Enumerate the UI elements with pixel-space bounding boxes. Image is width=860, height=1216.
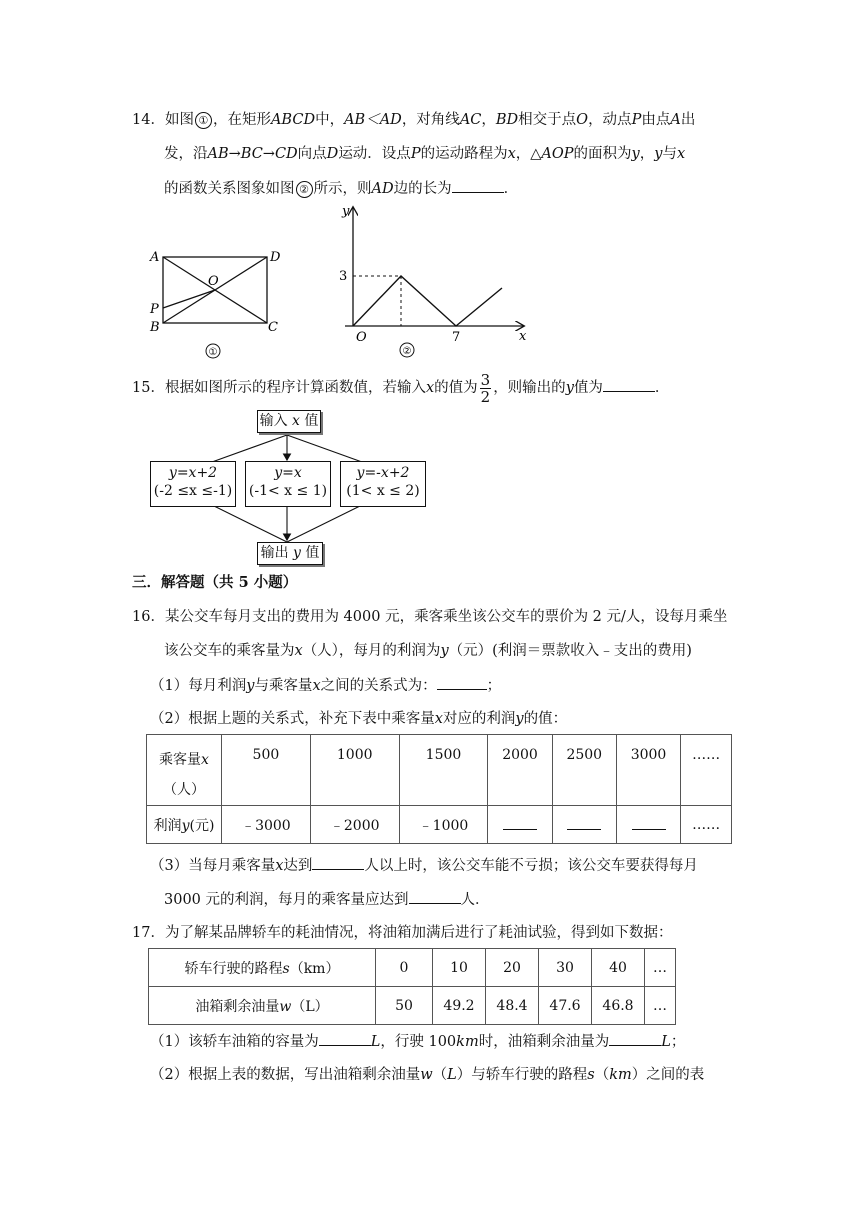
var: y bbox=[654, 146, 663, 162]
var: y bbox=[246, 678, 255, 694]
var: L bbox=[370, 1034, 381, 1050]
figure-ref-2: ② bbox=[296, 181, 313, 198]
label-a: A bbox=[150, 250, 160, 265]
text: 中， bbox=[315, 112, 345, 128]
arrow-from-box3 bbox=[287, 505, 362, 542]
flow-box-2 bbox=[245, 461, 331, 507]
flow-output-box bbox=[257, 542, 323, 565]
var: D bbox=[326, 146, 339, 162]
text: 14．如图 bbox=[132, 112, 194, 128]
text: 相交于点 bbox=[518, 112, 577, 128]
var: ABCD bbox=[270, 112, 316, 128]
text: 值 bbox=[305, 545, 320, 561]
var: s bbox=[282, 960, 290, 977]
text: 该公交车的乘客量为 bbox=[164, 643, 295, 659]
q17-line-1: 17．为了解某品牌轿车的耗油情况，将油箱加满后进行了耗油试验，得到如下数据： bbox=[132, 925, 673, 941]
table-cell: ﹣3000 bbox=[222, 806, 311, 844]
text: 边的长为 bbox=[393, 181, 452, 197]
condition: (-1< x ≤ 1) bbox=[248, 483, 328, 499]
text: (元) bbox=[189, 817, 215, 834]
var: x bbox=[434, 711, 443, 727]
var: y bbox=[440, 643, 449, 659]
text: 的函数关系图象如图 bbox=[164, 181, 295, 197]
text: （人） bbox=[163, 782, 205, 798]
text: （ bbox=[432, 1067, 448, 1083]
q17-table bbox=[148, 948, 676, 1025]
table-cell: 50 bbox=[376, 987, 433, 1025]
arrow-to-box3 bbox=[287, 435, 362, 462]
table-row bbox=[149, 987, 676, 1025]
q14-line-3 bbox=[164, 178, 518, 199]
tick-3: 3 bbox=[339, 269, 348, 284]
text: （ bbox=[594, 1067, 610, 1083]
q14-line-2 bbox=[164, 144, 685, 164]
text: ）与轿车行驶的路程 bbox=[456, 1067, 588, 1083]
var: AC bbox=[459, 112, 482, 128]
text: （L） bbox=[291, 998, 329, 1015]
q15-line-1 bbox=[132, 370, 669, 406]
var: P bbox=[631, 112, 642, 128]
answer-blank bbox=[632, 815, 666, 830]
var: L bbox=[447, 1067, 457, 1083]
text: 利润 bbox=[153, 817, 182, 834]
text: （2）根据上表的数据，写出油箱剩余油量 bbox=[150, 1067, 421, 1083]
var: x bbox=[507, 146, 516, 162]
text: 与 bbox=[662, 146, 677, 162]
text: 达到 bbox=[283, 858, 313, 874]
text: 15．根据如图所示的程序计算函数值，若输入 bbox=[132, 380, 426, 396]
text: ，△ bbox=[515, 146, 542, 162]
answer-blank bbox=[603, 377, 655, 392]
text: 的运动路程为 bbox=[420, 146, 508, 162]
text: ， bbox=[481, 112, 496, 128]
table-header-cell bbox=[147, 806, 222, 844]
var: x bbox=[676, 146, 686, 162]
text: 之间的关系式为： bbox=[320, 678, 437, 694]
text: ，动点 bbox=[588, 112, 632, 128]
text: 由点 bbox=[641, 112, 671, 128]
answer-blank bbox=[609, 1031, 661, 1046]
table-cell: 46.8 bbox=[592, 987, 645, 1025]
var: P bbox=[410, 146, 421, 162]
table-cell: ﹣1000 bbox=[399, 806, 488, 844]
text: ． bbox=[654, 380, 670, 396]
text: 人以上时，该公交车能不亏损；该公交车要获得每月 bbox=[364, 858, 698, 874]
text: 出 bbox=[680, 112, 696, 128]
formula: y=x+2 bbox=[168, 465, 218, 481]
text: ，行驶 100 bbox=[380, 1034, 457, 1050]
axis-label-x: x bbox=[519, 329, 527, 344]
text: 小题） bbox=[248, 574, 298, 591]
text: 向点 bbox=[297, 146, 327, 162]
origin-label: O bbox=[356, 330, 367, 345]
answer-blank bbox=[312, 855, 364, 870]
var: L bbox=[661, 1034, 671, 1050]
var: AB→BC→CD bbox=[207, 146, 298, 162]
tick-7: 7 bbox=[452, 330, 461, 345]
graph-line bbox=[353, 276, 502, 326]
var: y bbox=[631, 146, 640, 162]
table-cell: … bbox=[645, 949, 676, 987]
table-cell: 30 bbox=[539, 949, 592, 987]
table-cell: 3000 bbox=[616, 735, 680, 806]
var: x bbox=[201, 752, 209, 768]
table-cell: 500 bbox=[222, 735, 311, 806]
var: w bbox=[420, 1067, 433, 1083]
var: BD bbox=[495, 112, 519, 128]
table-cell-blank bbox=[552, 806, 616, 844]
q16-line-1: 16．某公交车每月支出的费用为 4000 元，乘客乘坐该公交车的票价为 2 元/人，设每月乘坐 bbox=[132, 609, 728, 625]
q16-part-1 bbox=[150, 675, 501, 696]
text: 输入 bbox=[259, 413, 288, 429]
segment-po bbox=[163, 290, 215, 308]
q14-line-1 bbox=[132, 110, 695, 130]
var: y bbox=[181, 817, 190, 834]
text: 油箱剩余油量 bbox=[195, 998, 280, 1015]
var: x bbox=[312, 678, 321, 694]
label-p: P bbox=[150, 302, 159, 317]
var: km bbox=[456, 1034, 479, 1050]
table-cell: 40 bbox=[592, 949, 645, 987]
text: 发，沿 bbox=[164, 146, 208, 162]
text: 对应的利润 bbox=[442, 711, 516, 727]
section-heading bbox=[132, 573, 297, 593]
q17-part-1 bbox=[150, 1031, 685, 1052]
text: （1）该轿车油箱的容量为 bbox=[150, 1034, 319, 1050]
var: y bbox=[515, 711, 524, 727]
table-cell: 47.6 bbox=[539, 987, 592, 1025]
table-row bbox=[147, 806, 732, 844]
var: y bbox=[565, 380, 574, 396]
table-cell: …… bbox=[681, 806, 732, 844]
text: 运动．设点 bbox=[338, 146, 411, 162]
text: ； bbox=[486, 678, 502, 694]
answer-blank bbox=[503, 815, 537, 830]
text: （元）(利润＝票款收入﹣支出的费用) bbox=[448, 643, 692, 659]
table-header-cell bbox=[149, 987, 376, 1025]
var: AB＜AD bbox=[344, 112, 402, 128]
text: 与乘客量 bbox=[254, 678, 313, 694]
text: 的面积为 bbox=[573, 146, 632, 162]
var: km bbox=[609, 1067, 632, 1083]
condition: (1< x ≤ 2) bbox=[346, 483, 420, 499]
text: ，在矩形 bbox=[212, 112, 271, 128]
var: y bbox=[293, 545, 301, 561]
caption-1: ① bbox=[208, 347, 218, 358]
q16-part-3-line-2 bbox=[164, 889, 490, 910]
formula: y=-x+2 bbox=[356, 465, 410, 481]
answer-blank bbox=[409, 889, 461, 904]
text: 的值为 bbox=[434, 380, 478, 396]
text: （1）每月利润 bbox=[150, 678, 247, 694]
text: 乘客量 bbox=[159, 752, 202, 768]
table-cell-blank bbox=[616, 806, 680, 844]
q16-table bbox=[146, 734, 732, 844]
answer-blank bbox=[319, 1031, 371, 1046]
q16-part-2 bbox=[150, 709, 567, 729]
var: w bbox=[279, 998, 292, 1015]
answer-blank bbox=[437, 675, 487, 690]
flow-box-3 bbox=[340, 461, 426, 507]
text: 时，油箱剩余油量为 bbox=[478, 1034, 610, 1050]
table-cell: 20 bbox=[486, 949, 539, 987]
label-c: C bbox=[268, 320, 278, 335]
text: ，则输出的 bbox=[493, 380, 566, 396]
table-cell: 2500 bbox=[552, 735, 616, 806]
fraction-3-2 bbox=[480, 372, 492, 405]
table-cell: 49.2 bbox=[433, 987, 486, 1025]
table-row bbox=[149, 949, 676, 987]
var: O bbox=[576, 112, 589, 128]
q17-part-2 bbox=[150, 1065, 704, 1085]
flow-box-1 bbox=[150, 461, 236, 507]
figure-rectangle bbox=[140, 245, 290, 363]
table-cell: … bbox=[645, 987, 676, 1025]
table-cell: 0 bbox=[376, 949, 433, 987]
figure-ref-1: ① bbox=[195, 112, 212, 129]
table-row bbox=[147, 735, 732, 806]
text: ）之间的表 bbox=[631, 1067, 705, 1083]
var: x bbox=[425, 380, 435, 396]
answer-blank bbox=[567, 815, 601, 830]
label-d: D bbox=[270, 250, 281, 265]
table-cell: …… bbox=[681, 735, 732, 806]
table-cell: 1000 bbox=[310, 735, 399, 806]
text: （2）根据上题的关系式，补充下表中乘客量 bbox=[150, 711, 435, 727]
numerator: 3 bbox=[480, 370, 491, 389]
text: ． bbox=[503, 181, 519, 197]
formula: y=x bbox=[274, 465, 302, 481]
q16-part-3-line-1 bbox=[150, 855, 698, 876]
text: 的值： bbox=[523, 711, 568, 727]
text: 输出 bbox=[260, 545, 289, 561]
table-cell: ﹣2000 bbox=[310, 806, 399, 844]
axis-label-y: y bbox=[342, 204, 350, 219]
label-b: B bbox=[150, 320, 160, 335]
figure-function-graph bbox=[330, 200, 535, 363]
caption-2: ② bbox=[402, 346, 412, 357]
table-cell: 2000 bbox=[488, 735, 552, 806]
text: ， bbox=[639, 146, 655, 162]
var: x bbox=[292, 413, 300, 429]
q16-line-2 bbox=[164, 641, 692, 661]
table-cell: 1500 bbox=[399, 735, 488, 806]
table-cell: 48.4 bbox=[486, 987, 539, 1025]
answer-blank bbox=[452, 178, 504, 193]
var: AD bbox=[371, 181, 394, 197]
arrow-to-box1 bbox=[212, 435, 287, 462]
condition: (-2 ≤x ≤-1) bbox=[153, 483, 233, 499]
denominator: 2 bbox=[480, 387, 491, 406]
var: A bbox=[670, 112, 681, 128]
text: （人），每月的利润为 bbox=[302, 643, 441, 659]
table-header-cell bbox=[147, 735, 222, 806]
text: ； bbox=[670, 1034, 686, 1050]
var: s bbox=[587, 1067, 595, 1083]
text: 值 bbox=[304, 413, 319, 429]
table-cell-blank bbox=[488, 806, 552, 844]
text: 人． bbox=[460, 892, 490, 908]
text: 3000 元的利润，每月的乘客量应达到 bbox=[164, 892, 409, 908]
text: 5 bbox=[238, 574, 249, 591]
text: 三．解答题（共 bbox=[132, 574, 239, 591]
text: 值为 bbox=[573, 380, 603, 396]
var: x bbox=[275, 858, 284, 874]
text: 所示，则 bbox=[313, 181, 372, 197]
arrow-from-box1 bbox=[212, 505, 287, 542]
var: AOP bbox=[541, 146, 574, 162]
text: 轿车行驶的路程 bbox=[184, 960, 283, 977]
text: （3）当每月乘客量 bbox=[150, 858, 276, 874]
label-o: O bbox=[208, 274, 219, 289]
var: x bbox=[294, 643, 303, 659]
text: ，对角线 bbox=[401, 112, 460, 128]
text: （km） bbox=[289, 960, 340, 977]
table-cell: 10 bbox=[433, 949, 486, 987]
table-header-cell bbox=[149, 949, 376, 987]
flow-input-box bbox=[257, 410, 321, 433]
